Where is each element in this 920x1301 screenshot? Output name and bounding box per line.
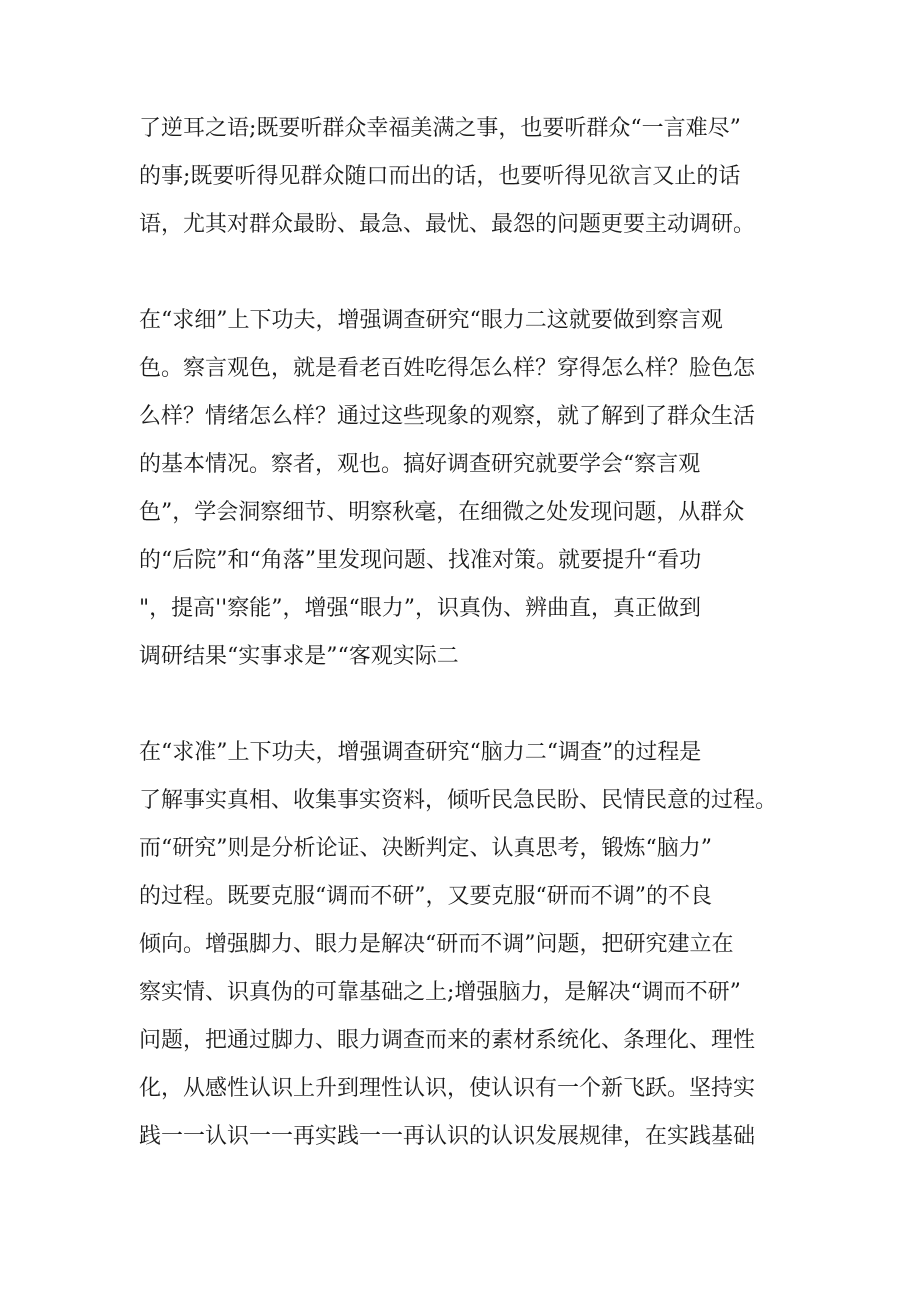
text-line: 调研结果“实事求是”“客观实际二 xyxy=(139,644,459,669)
text-line: 问题，把通过脚力、眼力调查而来的素材系统化、条理化、理性 xyxy=(139,1028,756,1053)
text-line: 了逆耳之语;既要听群众幸福美满之事，也要听群众“一言难尽” xyxy=(139,116,741,141)
text-line: 化，从感性认识上升到理性认识，使认识有一个新飞跃。坚持实 xyxy=(139,1076,756,1101)
text-line: 语，尤其对群众最盼、最急、最忧、最怨的问题更要主动调研。 xyxy=(139,212,756,237)
text-line: "，提高''察能”，增强“眼力”，识真伪、辨曲直，真正做到 xyxy=(139,596,701,621)
text-line: 么样？情绪怎么样？通过这些现象的观察，就了解到了群众生活 xyxy=(139,404,756,429)
text-line: 而“研究”则是分析论证、决断判定、认真思考，锻炼“脑力” xyxy=(139,836,712,861)
text-line: 色。察言观色，就是看老百姓吃得怎么样？穿得怎么样？脸色怎 xyxy=(139,356,756,381)
text-line: 色”，学会洞察细节、明察秋毫，在细微之处发现问题，从群众 xyxy=(139,500,745,525)
text-line: 的“后院”和“角落”里发现问题、找准对策。就要提升“看功 xyxy=(139,548,702,573)
text-line: 的事;既要听得见群众随口而出的话，也要听得见欲言又止的话 xyxy=(139,164,741,189)
text-line: 在“求准”上下功夫，增强调查研究“脑力二“调查”的过程是 xyxy=(139,740,702,765)
text-line: 了解事实真相、收集事实资料，倾听民急民盼、民情民意的过程。 xyxy=(139,788,778,813)
text-line: 的基本情况。察者，观也。搞好调查研究就要学会“察言观 xyxy=(139,452,701,477)
text-line: 在“求细”上下功夫，增强调查研究“眼力二这就要做到察言观 xyxy=(139,308,723,333)
text-line: 察实情、识真伪的可靠基础之上;增强脑力，是解决“调而不研” xyxy=(139,980,741,1005)
text-line: 倾向。增强脚力、眼力是解决“研而不调”问题，把研究建立在 xyxy=(139,932,734,957)
text-line: 的过程。既要克服“调而不研”，又要克服“研而不调”的不良 xyxy=(139,884,712,909)
text-line: 践一一认识一一再实践一一再认识的认识发展规律，在实践基础 xyxy=(139,1124,756,1149)
